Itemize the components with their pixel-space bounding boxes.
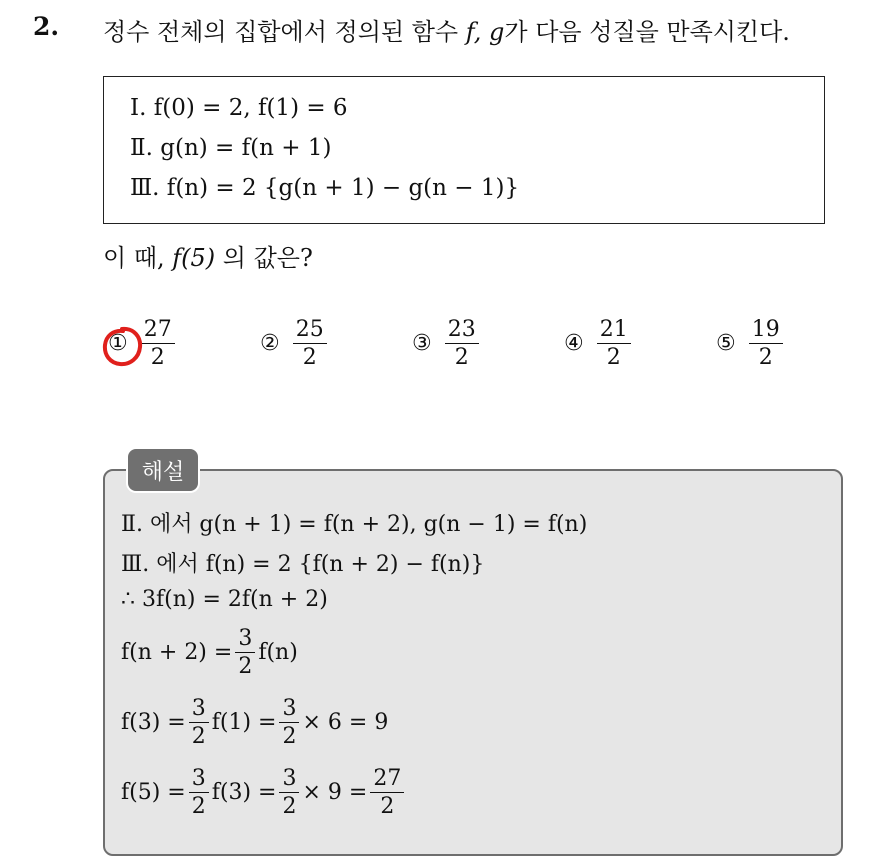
question-text xyxy=(103,238,313,273)
line4-rhs: f(n) xyxy=(258,640,298,666)
line6-lhs: f(5) = xyxy=(121,780,186,806)
choice-5-denominator: 2 xyxy=(758,345,773,371)
choice-5-fraction xyxy=(749,318,783,369)
choice-2[interactable] xyxy=(260,318,330,369)
problem-number: 2. xyxy=(33,12,60,41)
line6-den3: 2 xyxy=(380,794,395,820)
choice-2-mark: ② xyxy=(260,331,280,357)
choice-3-numerator: 23 xyxy=(445,318,479,344)
line6-mid: f(3) = xyxy=(211,780,277,806)
line5-num1: 3 xyxy=(189,697,209,723)
line6-fraction-1 xyxy=(189,767,209,818)
solution-line-6 xyxy=(121,767,407,818)
choice-4-mark: ④ xyxy=(564,331,584,357)
line5-mid: f(1) = xyxy=(211,710,277,736)
choice-1-numerator: 27 xyxy=(141,318,175,344)
choice-3[interactable] xyxy=(412,318,482,369)
line5-den2: 2 xyxy=(282,724,297,750)
problem-stem xyxy=(103,12,790,47)
stem-prefix: 정수 전체의 집합에서 정의된 함수 xyxy=(103,18,466,46)
line4-lhs: f(n + 2) = xyxy=(121,640,233,666)
conditions-box xyxy=(103,76,825,224)
solution-line-3: ∴ 3f(n) = 2f(n + 2) xyxy=(121,587,328,612)
choice-2-fraction xyxy=(293,318,327,369)
solution-line-2: Ⅲ. 에서 f(n) = 2 {f(n + 2) − f(n)} xyxy=(121,552,485,577)
choice-2-numerator: 25 xyxy=(293,318,327,344)
question-expr: f(5) xyxy=(172,244,216,272)
stem-suffix: 가 다음 성질을 만족시킨다. xyxy=(504,18,790,46)
choice-3-fraction xyxy=(445,318,479,369)
line6-mid2: × 9 = xyxy=(302,780,368,806)
choice-5-numerator: 19 xyxy=(749,318,783,344)
line6-num1: 3 xyxy=(189,767,209,793)
line6-num3: 27 xyxy=(370,767,404,793)
line5-den1: 2 xyxy=(191,724,206,750)
line4-num: 3 xyxy=(235,627,255,653)
choice-1-denominator: 2 xyxy=(150,345,165,371)
solution-line-4 xyxy=(121,627,298,678)
line4-fraction xyxy=(235,627,255,678)
choice-1[interactable] xyxy=(108,318,178,369)
line6-den2: 2 xyxy=(282,794,297,820)
question-suffix: 의 값은? xyxy=(215,244,313,272)
choice-4[interactable] xyxy=(564,318,634,369)
line6-fraction-3 xyxy=(370,767,404,818)
choice-4-denominator: 2 xyxy=(606,345,621,371)
choice-4-fraction xyxy=(597,318,631,369)
condition-1: Ⅰ. f(0) = 2, f(1) = 6 xyxy=(130,95,348,121)
choice-1-fraction xyxy=(141,318,175,369)
choice-5-mark: ⑤ xyxy=(716,331,736,357)
solution-tab: 해설 xyxy=(128,449,198,491)
line5-fraction-2 xyxy=(279,697,299,748)
solution-line-5 xyxy=(121,697,388,748)
choice-3-denominator: 2 xyxy=(454,345,469,371)
question-prefix: 이 때, xyxy=(103,244,173,272)
condition-2: Ⅱ. g(n) = f(n + 1) xyxy=(130,135,332,161)
line5-fraction-1 xyxy=(189,697,209,748)
choice-3-mark: ③ xyxy=(412,331,432,357)
line5-lhs: f(3) = xyxy=(121,710,186,736)
line6-num2: 3 xyxy=(279,767,299,793)
condition-3: Ⅲ. f(n) = 2 {g(n + 1) − g(n − 1)} xyxy=(130,175,520,201)
solution-box xyxy=(103,469,843,856)
line5-rhs: × 6 = 9 xyxy=(302,710,389,736)
line5-num2: 3 xyxy=(279,697,299,723)
choice-5[interactable] xyxy=(716,318,786,369)
stem-vars: f, g xyxy=(465,18,505,46)
choice-2-denominator: 2 xyxy=(302,345,317,371)
solution-line-1: Ⅱ. 에서 g(n + 1) = f(n + 2), g(n − 1) = f(n) xyxy=(121,512,588,537)
choice-1-mark: ① xyxy=(108,331,128,357)
line4-den: 2 xyxy=(238,654,253,680)
choice-4-numerator: 21 xyxy=(597,318,631,344)
line6-den1: 2 xyxy=(191,794,206,820)
line6-fraction-2 xyxy=(279,767,299,818)
